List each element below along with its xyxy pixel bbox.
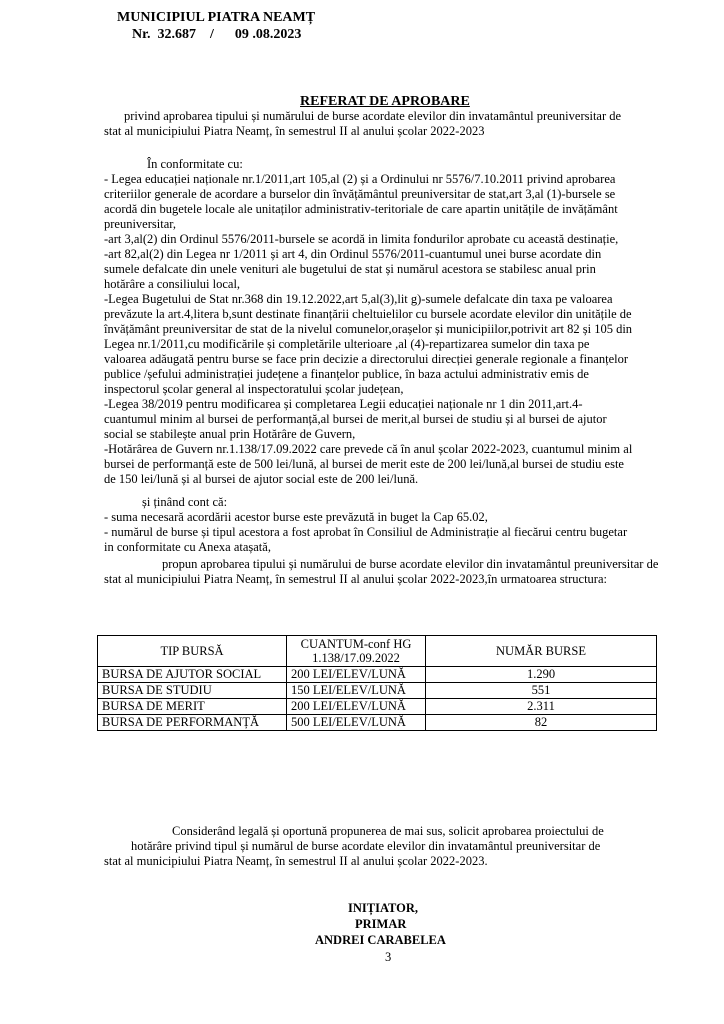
body-line: -Legea 38/2019 pentru modificarea și completarea Legii educației naționale nr 1 din 2011,art.4- — [104, 397, 583, 411]
proposal-line: propun aprobarea tipului și numărului de burse acordate elevilor din invatamântul preuniversitar de — [162, 557, 659, 571]
body-line: -Legea Bugetului de Stat nr.368 din 19.12.2022,art 5,al(3),lit g)-sumele defalcate din taxa pe valoarea — [104, 292, 613, 306]
subtitle-line: privind aprobarea tipului și numărului de burse acordate elevilor din invatamântul preuniversitar de — [124, 109, 622, 123]
body-line: valoarea adăugată pentru burse se face prin decizie a directorului direcției generale regionale a finanțelor — [104, 352, 629, 366]
considering-line: - suma necesară acordării acestor burse este prevăzută in buget la Cap 65.02, — [104, 510, 488, 524]
body-line: învățământ preuniversitar de stat de la nivelul comunelor,orașelor și municipiilor,potrivit art 82 și 105 din — [104, 322, 633, 336]
column-header-type: TIP BURSĂ — [98, 636, 287, 667]
cell-count: 551 — [426, 683, 657, 699]
body-line: prevăzute la art.4,litera b,sunt destinate finanțării cheltuielilor cu bursele acordate elevilor din unitățile de — [104, 307, 632, 321]
cell-amount: 200 LEI/ELEV/LUNĂ — [287, 667, 426, 683]
cell-count: 82 — [426, 715, 657, 731]
cell-amount: 150 LEI/ELEV/LUNĂ — [287, 683, 426, 699]
body-line: acordă din bugetele locale ale unitaților administrativ-teritoriale de care apartin unitățile de invățământ — [104, 202, 618, 216]
signature-role: INIȚIATOR, — [348, 901, 419, 915]
closing-line: hotărâre privind tipul și numărul de burse acordate elevilor din invatamântul preuniversitar de — [131, 839, 601, 853]
table-row — [98, 667, 657, 683]
table-row — [98, 699, 657, 715]
cell-amount: 500 LEI/ELEV/LUNĂ — [287, 715, 426, 731]
page-title: REFERAT DE APROBARE — [300, 94, 470, 109]
signature-title: PRIMAR — [355, 917, 407, 931]
body-line: Legea nr.1/2011,cu modificările și completările ulterioare ,al (4)-repartizarea sumelor din taxa pe — [104, 337, 590, 351]
document-number: Nr. 32.687 / 09 .08.2023 — [132, 27, 302, 42]
cell-count: 2.311 — [426, 699, 657, 715]
considering-line: in conformitate cu Anexa atașată, — [104, 540, 271, 554]
table-row — [98, 715, 657, 731]
body-line: preuniversitar, — [104, 217, 177, 231]
page-number: 3 — [385, 950, 392, 964]
table-header-row — [98, 636, 657, 667]
body-line: -Hotărârea de Guvern nr.1.138/17.09.2022 care prevede că în anul școlar 2022-2023, cuantumul minim al — [104, 442, 633, 456]
closing-line: Considerând legală și oportună propunerea de mai sus, solicit aprobarea proiectului de — [172, 824, 604, 838]
considering-line: - numărul de burse și tipul acestora a fost aprobat în Consiliul de Administrație al fiecărui centru bugetar — [104, 525, 628, 539]
body-line: hotărâre a consiliului local, — [104, 277, 241, 291]
column-header-amount — [287, 636, 426, 667]
body-line: publice /șefului administrației județene a finanțelor publice, în baza actului administrativ emis de — [104, 367, 589, 381]
body-line: cuantumul minim al bursei de performanță,al bursei de merit,al bursei de studiu și al bursei de ajutor — [104, 412, 607, 426]
institution-name: MUNICIPIUL PIATRA NEAMȚ — [117, 10, 316, 25]
table-row — [98, 683, 657, 699]
body-line: criteriilor generale de acordare a burselor din învățământul preuniversitar de stat,art 3,al (1)-bursele se — [104, 187, 616, 201]
considering-text: și ținând cont că: — [142, 495, 228, 509]
body-line: inspectorul școlar general al inspectoratului școlar județean, — [104, 382, 404, 396]
intro-text: În conformitate cu: — [147, 157, 243, 171]
cell-type: BURSA DE PERFORMANȚĂ — [98, 715, 287, 731]
body-line: -art 3,al(2) din Ordinul 5576/2011-bursele se acordă in limita fondurilor aprobate cu această destinație, — [104, 232, 619, 246]
cell-type: BURSA DE AJUTOR SOCIAL — [98, 667, 287, 683]
body-line: sumele defalcate din unele venituri ale bugetului de stat și numărul acestora se stabilesc anual prin — [104, 262, 596, 276]
body-line: bursei de performanță este de 500 lei/lună, al bursei de merit este de 200 lei/lună,al bursei de studiu este — [104, 457, 624, 471]
closing-line: stat al municipiului Piatra Neamț, în semestrul II al anului școlar 2022-2023. — [104, 854, 488, 868]
body-line: social se stabilește anual prin Hotărâre de Guvern, — [104, 427, 356, 441]
cell-count: 1.290 — [426, 667, 657, 683]
cell-type: BURSA DE STUDIU — [98, 683, 287, 699]
column-header-amount-text: CUANTUM-conf HG 1.138/17.09.2022 — [300, 637, 412, 665]
scholarship-table — [97, 635, 657, 731]
subtitle-line: stat al municipiului Piatra Neamț, în semestrul II al anului școlar 2022-2023 — [104, 124, 485, 138]
column-header-count: NUMĂR BURSE — [426, 636, 657, 667]
body-line: - Legea educației naționale nr.1/2011,art 105,al (2) și a Ordinului nr 5576/7.10.2011 privind aprobarea — [104, 172, 616, 186]
body-line: de 150 lei/lună și al bursei de ajutor social este de 200 lei/lună. — [104, 472, 419, 486]
signature-name: ANDREI CARABELEA — [315, 933, 446, 947]
cell-amount: 200 LEI/ELEV/LUNĂ — [287, 699, 426, 715]
proposal-line: stat al municipiului Piatra Neamț, în semestrul II al anului școlar 2022-2023,în urmatoarea structura: — [104, 572, 607, 586]
body-line: -art 82,al(2) din Legea nr 1/2011 și art 4, din Ordinul 5576/2011-cuantumul unei burse acordate din — [104, 247, 602, 261]
cell-type: BURSA DE MERIT — [98, 699, 287, 715]
